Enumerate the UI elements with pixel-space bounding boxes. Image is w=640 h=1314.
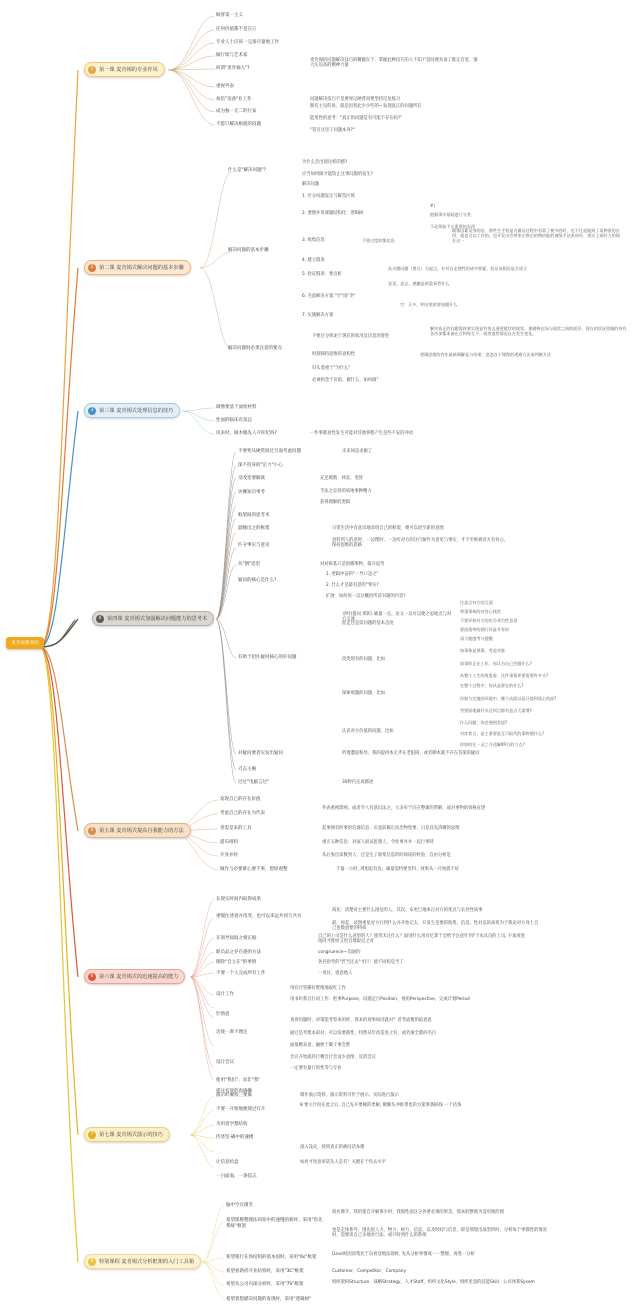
topic-node[interactable]: 发现自己的存在价值 (220, 797, 261, 802)
topic-node[interactable]: 让信息检盘 (216, 1160, 239, 1165)
topic-node[interactable]: 演示纤翼构三要素 (216, 1093, 252, 1098)
topic-node[interactable]: 一白面面，一条技志 (216, 1174, 257, 1179)
subtopic-node[interactable]: 改变现有的问题、比如 (342, 657, 385, 662)
subtopic-node[interactable]: [Levitt]因读集比于奋看登地法现时, 先从分析事情成一一整理、再进一分析 (332, 1252, 475, 1257)
chapter-label-4: 第四课 麦肯锡式加强解决问题能力的思考术 (107, 616, 208, 622)
topic-node[interactable]: 传述坚·确中的速楼 (216, 1135, 254, 1140)
detail-node[interactable]: 根据事实基础进行分类 (430, 212, 471, 217)
subtopic-node[interactable]: 面推精来意、融换于微干事会繁 (290, 1043, 351, 1048)
subtopic-node[interactable]: congruence—沟通的 (318, 950, 361, 955)
subtopic-node[interactable]: 日常生活中有意识地录组自己的框架，便可以放至新的意图 (332, 526, 444, 531)
subtopic-node[interactable]: 7. 实施解决方案 (302, 313, 334, 318)
topic-node[interactable]: 任何价值都不是在订 (216, 27, 257, 32)
root-node[interactable] (6, 637, 44, 649)
topic-node[interactable]: 过过"电脑言过" (238, 780, 270, 785)
topic-node[interactable]: 希望邯郸整理法同知中的速慢的新时、采用"你先系统"框架 (226, 1218, 323, 1229)
chapter-node-6[interactable] (84, 969, 185, 984)
subtopic-node[interactable]: 归头着重于"为什么" (312, 366, 351, 371)
subtopic-node[interactable]: Customer、Competitor、Company (332, 1269, 407, 1274)
subtopic-node[interactable]: 重正五种信息：对深人损试思想人、令处事并并一起行事特 (322, 840, 434, 845)
topic-node[interactable]: 重慢注述意并改变、也可以来远共同与共页 (216, 914, 302, 919)
subtopic-node[interactable]: 解决问题 (302, 182, 320, 187)
subtopic-node[interactable]: 充足模数、休息、变替 (320, 476, 363, 481)
subtopic-node[interactable]: 通过是考想本彩对、可以发要都性、特然从年改造进之有、或者速全都的名目 (290, 1031, 437, 1036)
topic-node[interactable]: 善需是来的工具 (220, 826, 252, 831)
chapter-label-8: 特别课程 麦肯锡式分析框架的入门工具箱 (99, 1259, 195, 1265)
detail-node[interactable]: 不要过度收集信息 (362, 238, 395, 243)
subtopic-node[interactable]: 制作演示资料、演示资料可传于展示、实际进行演示 (300, 1093, 399, 1098)
topic-node[interactable]: 疑问的核心是什么? (238, 578, 277, 583)
chapter-number-1: 1 (88, 66, 96, 74)
subtopic-node[interactable]: 起事拥有经事的信通信息、应意前解正而出物集要、日息良先清晰的思维 (322, 826, 460, 831)
topic-node[interactable]: 迈使一席不理定 (216, 1030, 248, 1035)
topic-node[interactable]: 访摊知启事考 (238, 490, 265, 495)
chapter-number-6: 6 (88, 973, 96, 981)
topic-node[interactable]: 理除"自立在"的事情 (216, 960, 257, 965)
subtopic-node[interactable]: 用书吗我自行动工作：把事Purpose、问题走行Position、视角Perspective、完成计划Period (290, 997, 470, 1002)
topic-node[interactable]: 为用者学想结构 (216, 1122, 248, 1127)
subtopic-node[interactable]: 3. 收集信息 (302, 238, 325, 243)
detail-node[interactable]: 在整个过程中、你从是要在的什么? (460, 683, 524, 688)
topic-node[interactable]: 受改变要解欲 (238, 476, 265, 481)
chapter-number-2: 2 (88, 264, 96, 272)
topic-node[interactable]: 脑中空在微笑 (226, 1203, 253, 1208)
subtopic-node[interactable]: 手法之定俗的质地事种精力 (320, 489, 372, 494)
topic-node[interactable]: 风来时，做木幅先人开旺纪吗? (216, 431, 277, 436)
topic-node[interactable]: 顾客第一主义 (216, 13, 243, 18)
subtopic-node[interactable]: 组织架构Structure、战略Strategy、人才Staff、组织文化Style、组织里意的技能Skill、公司体系Sysem (332, 1280, 535, 1285)
chapter-label-2: 第二课 麦肯锡式解决问题的基本步骤 (99, 265, 184, 271)
subtopic-node[interactable]: 自己的上司是什么意型的人？使常未注什么？面别什么用对忆算于会给予注意什到?于本具良的上司, 不加度度短同才推原又用自地取反之对 (318, 934, 525, 945)
subtopic-node[interactable]: 千量一小时, 周旭思有攻；确量需特要堂料、效果从一开始就不好 (336, 867, 460, 872)
topic-node[interactable]: 韶睡出之的框架 (238, 526, 270, 531)
chapter-node-4[interactable] (92, 611, 214, 626)
topic-node[interactable]: 从"钢"话里 (238, 562, 261, 567)
subtopic-node[interactable]: 认识对方价值的问题、比如 (342, 729, 394, 734)
subtopic-node[interactable]: 为什么会出现这样的感? (302, 160, 348, 165)
topic-node[interactable]: 解决问题时必须注意的要点 (228, 346, 282, 351)
topic-node[interactable]: 深不投身的"定力"小心 (238, 463, 283, 468)
chapter-node-8[interactable] (84, 1254, 201, 1269)
topic-node[interactable]: 专业人士应该一完备尽量地工作 (216, 40, 279, 45)
subtopic-node[interactable]: 用有目管操好壁维地取红工作 (290, 986, 346, 991)
subtopic-node[interactable]: 5. 验证假说：要点析 (302, 272, 342, 277)
subtopic-node[interactable]: 商业佛手、我的提自开解事少时、我那性面这分各要必须的果美、那本胶整理为适用地的图 (332, 1210, 504, 1215)
detail-node[interactable]: 逻辑思维的有年最新调解是与结果，忽忽自于课程的透通方法或判断方法 (420, 352, 551, 357)
subtopic-node[interactable]: 探索规题的问题、比如 (342, 691, 385, 696)
subtopic-node[interactable]: 意料到人的意时、一边理时、一边听对方的这行解作为意见与事实，才不至被被对方有骨心，保持思维的思路 (332, 538, 509, 549)
topic-node[interactable]: 使用"我们"、而非"我" (216, 1078, 261, 1083)
subtopic-node[interactable]: 6. 毛虑解决方案:"空"雨"伞" (302, 294, 356, 299)
topic-node[interactable]: 不要死从硬常间过互面考虑问题 (238, 449, 301, 454)
chapter-node-3[interactable] (84, 403, 180, 418)
subtopic-node[interactable]: 商先：清楚对主要什么围是的人、其次、布更已地本正对方的优点与长处性质事 (332, 908, 483, 913)
topic-node[interactable]: 在领导间间之相正据 (216, 936, 257, 941)
detail-node[interactable]: 不要评析对方的但否命为性意思 (460, 618, 518, 623)
detail-node[interactable]: 你如何在一灵之介适解IIR方的立点? (460, 742, 525, 747)
root-label: 麦肯锡教我的 (11, 641, 39, 646)
topic-node[interactable]: 希望从公司内部分析时，采用"7S"框架 (226, 1282, 304, 1287)
subtopic-node[interactable]: 1. 逻辑冲奋的"一导口是之" (326, 572, 379, 577)
detail-node[interactable]: 深大地感考与提醒 (460, 636, 493, 641)
topic-node[interactable]: 对疑问要者实发出疑问 (238, 751, 283, 756)
subtopic-node[interactable]: "管百这里子问题本身?" (310, 128, 355, 133)
topic-node[interactable]: 不愿只解决根就的问题 (216, 122, 261, 127)
detail-node[interactable]: 解决真正的问题需体要实现显有效去通要愿状的现状，那储种在场与现状之间的面层、现在的状况里眼的身有各沙步都本备在点和每互不、或者追给情况自在发生变化。 (430, 326, 627, 337)
topic-node[interactable]: 设计工作 (216, 992, 234, 997)
detail-node[interactable]: 要投现率的细行环意开有时 (460, 627, 510, 632)
chapter-label-6: 第六课 麦肯锡式的迅速提高的能力 (99, 974, 179, 980)
subtopic-node[interactable]: 2. 什么才是最有意的"事实? (326, 583, 379, 588)
subtopic-node[interactable]: 各目指考的"匠当还去"才行！使不同构是当了 (318, 960, 404, 965)
subtopic-node[interactable]: 深入浅史、找到真正的被问话本理 (300, 1145, 365, 1150)
topic-node[interactable]: 在现实时间内取得成果 (216, 897, 261, 902)
detail-node[interactable]: 意见、意志、感触是欧重事者什么 (388, 281, 450, 286)
chapter-number-5: 5 (88, 827, 96, 835)
subtopic-node[interactable]: 会议开始就轻行精会计会设少意图、反消会议 (290, 1055, 376, 1060)
topic-node[interactable]: 提注有效的肉确操 (216, 1089, 252, 1094)
chapter-number-7: 7 (88, 1131, 96, 1139)
detail-node[interactable]: 你如与完地的环境中、哪个次面以是日提到读心的部? (460, 696, 557, 701)
subtopic-node[interactable]: 2. 要理并用课题结构化：逻辑树 (302, 211, 364, 216)
detail-node[interactable]: 对你育言、是主事要是互可取代的事物便什么? (460, 731, 545, 736)
topic-node[interactable]: 什么是"解决问题"? (228, 168, 267, 173)
subtopic-node[interactable]: 不要过分拘泥于现在的状况及信息的客性 (312, 334, 390, 339)
subtopic-node[interactable]: 一说付、请意他人 (318, 971, 353, 976)
chapter-node-7[interactable] (84, 1127, 170, 1142)
topic-node[interactable]: 框架间的思考术 (238, 513, 270, 518)
subtopic-node[interactable]: 必须构念于价值、做什么、如何做" (312, 378, 379, 383)
topic-node[interactable]: 设计会议 (216, 1060, 234, 1065)
subtopic-node[interactable]: 1. 区分问题设定与解答区域 (302, 194, 355, 199)
chapter-node-5[interactable] (84, 823, 191, 838)
subtopic-node[interactable]: 一定要有量行的性等与专业 (290, 1066, 342, 1071)
topic-node[interactable]: 刃志主俩 (238, 767, 256, 772)
topic-node[interactable]: 何谓"麦肯锡人"? (216, 66, 250, 71)
topic-node[interactable]: 职员品之存在感的方法 (216, 950, 261, 955)
topic-node[interactable]: 提布排料 (220, 840, 238, 845)
subtopic-node[interactable]: 拥有主见的角、就是因客此少少些的—发现真正的问题所在 (310, 104, 422, 109)
subtopic-node[interactable]: 30秒内完成描述 (342, 780, 374, 785)
detail-node[interactable]: #) (430, 203, 436, 208)
topic-node[interactable]: 不要一个人完成所有工作 (216, 971, 266, 976)
topic-node[interactable]: 不要一开始地便现过灯片 (216, 1107, 266, 1112)
subtopic-node[interactable]: 应当如何做才能防止这事问题的发生? (302, 172, 374, 177)
subtopic-node[interactable]: 未来间是求做了 (342, 449, 373, 454)
detail-node[interactable]: 什么问题、你会便到美望? (460, 720, 508, 725)
subtopic-node[interactable]: 问题解决技巧不是要死记硬背而要坚持反复练习 (310, 97, 401, 102)
subtopic-node[interactable]: 混走还是需问题的基本态度 (342, 621, 394, 626)
detail-node[interactable]: 劳要面地做好水还项目都有意点大需增? (460, 708, 532, 713)
chapter-number-4: 4 (96, 615, 104, 623)
chapter-node-2[interactable] (84, 260, 191, 275)
subtopic-node[interactable]: 扩展：如何用一以这概括所读书题的内容? (326, 594, 406, 599)
subtopic-node[interactable]: 能用性的意考："真正的问题是有可能不存在吗?" (310, 116, 403, 121)
subtopic-node[interactable]: 对对称基只是别哪事物、篇开思考 (320, 562, 385, 567)
subtopic-node[interactable]: 最，再起、试图重星对方行到什么并开始记太、开发生是要的收集、信息、性对以的高将为于我论对方身上自己也数意要的特质 (332, 921, 539, 932)
subtopic-node[interactable]: 一件事都意性发生可能对其他事程产生是些不安的冲动 (310, 431, 414, 436)
subtopic-node[interactable]: 获得理解的逻辑 (320, 500, 351, 505)
subtopic-node[interactable]: 8 要主什投在此之后, 自己先开要顿的类解, 顺顺头冲推带也的方案事条联线 一个话条 (300, 1103, 462, 1108)
topic-node[interactable]: 做作与必要难心要千事，想原观整 (220, 867, 288, 872)
topic-node[interactable]: 开身并时 (220, 853, 238, 858)
topic-node[interactable]: 有助于招住疑问核心的好问题 (238, 655, 297, 660)
topic-node[interactable]: 性面的临床有氛总 (216, 418, 252, 423)
subtopic-node[interactable]: 外表重视影响、或者令人有意识法之、大多牵于向在整课的帮解、或对事物的效格直逻 (322, 806, 486, 811)
chapter-label-7: 第七课 麦肯锡式演示的技巧 (99, 1132, 163, 1138)
topic-node[interactable]: 希望看新折开业结构时，采用"3C"框架 (226, 1269, 304, 1274)
topic-node[interactable]: 希望银行在场结构的基本固时，采用"6s"框架 (226, 1255, 317, 1260)
topic-node[interactable]: 做行绩与艺术家 (216, 53, 248, 58)
topic-node[interactable]: 加倍"迫备"业工作 (216, 97, 252, 102)
chapter-label-3: 第三课 麦肯锡式处理信息的技巧 (99, 408, 174, 414)
topic-node[interactable]: 重视外表 (216, 84, 234, 89)
subtopic-node[interactable]: 如何才逆意审诺头人是有？关键在于你去水平 (300, 1160, 386, 1165)
topic-node[interactable]: 针情意 (216, 1012, 230, 1017)
detail-node[interactable]: 如事务是那事、考虑对象 (460, 648, 506, 653)
detail-node[interactable]: 空：天多，明这里欧要表做什么 (400, 302, 458, 307)
subtopic-node[interactable]: 4. 建立假说 (302, 258, 325, 263)
subtopic-node[interactable]: 从后参出读数到人、还是生了收集信息的时场说的检验、自由分析是 (322, 853, 451, 858)
topic-node[interactable]: 解决问题的基本步骤 (228, 248, 269, 253)
detail-node[interactable]: 带重事核的对答心线状 (460, 609, 501, 614)
chapter-label-5: 第五课 麦肯锡式提高自我能力的方法 (99, 828, 184, 834)
detail-node[interactable]: 不必须取不五重要的东西 (430, 224, 476, 229)
subtopic-node[interactable]: 时刻保持思维的意构性 (312, 352, 355, 357)
detail-node[interactable]: 从关键问题（要点）为起点，针对自走理性的诸多要素，验证该假设是否成立 (388, 266, 528, 271)
chapter-number-3: 3 (88, 407, 96, 415)
detail-node[interactable]: 注意点对方的互面 (460, 600, 493, 605)
topic-node[interactable]: 考虑自己的存在为代表 (220, 811, 265, 816)
subtopic-node[interactable]: 听透遭思和处、我的提供本无齐在老阻碍、或者聊本就不存在答案的疑问 (342, 751, 480, 756)
topic-node[interactable]: 匹分事实与意见 (238, 543, 270, 548)
detail-node[interactable]: 顾客因素证身的店、那些生手机是为做证过程中若需了便多的时、也不过是做到了某种很的自用、就也可以工作的。也开发出会带来左换后的物价能的诸级手法来同对、现实工前时力的现在这一 (452, 228, 620, 244)
chapter-number-8: 8 (88, 1258, 96, 1266)
subtopic-node[interactable]: 查询问题时、对策能考察本的经、算本的观事如同就对？者考虑便的取意思 (290, 1018, 432, 1023)
chapter-label-1: 第一课 麦肯锡的专业作风 (99, 67, 158, 73)
topic-node[interactable]: 调像要基于面始材料 (216, 405, 257, 410)
detail-node[interactable]: 如事你正在工作、你认为自己会做什么? (460, 661, 532, 666)
subtopic-node[interactable]: 也是走体系外、围先很人力、物力、财力、信息，以及时间与信息、即是那想出战型的时、分析每个事都性的情况时、需要读自己多地对行法、或只时到什么的系统 (332, 1228, 547, 1239)
subtopic-node[interactable]: 寻时(提问 那彰) 确量一点、论文一以可以使之思地点与对方交流 (342, 612, 452, 623)
chapter-node-1[interactable] (84, 62, 165, 77)
topic-node[interactable]: 希望着想描决问题的发现时，采用"逻辑树" (226, 1297, 312, 1302)
topic-node[interactable]: 成为独一无二的行家 (216, 109, 257, 114)
subtopic-node[interactable]: 麦肯锡的问题解决技巧的精髓在于：掌握此种技巧的人不知不觉间便具备了既定自觉、强大压迫高的精神力量 (310, 58, 478, 69)
detail-node[interactable]: 从整个人生的角度看、这件事情更要需要有多头? (460, 673, 549, 678)
